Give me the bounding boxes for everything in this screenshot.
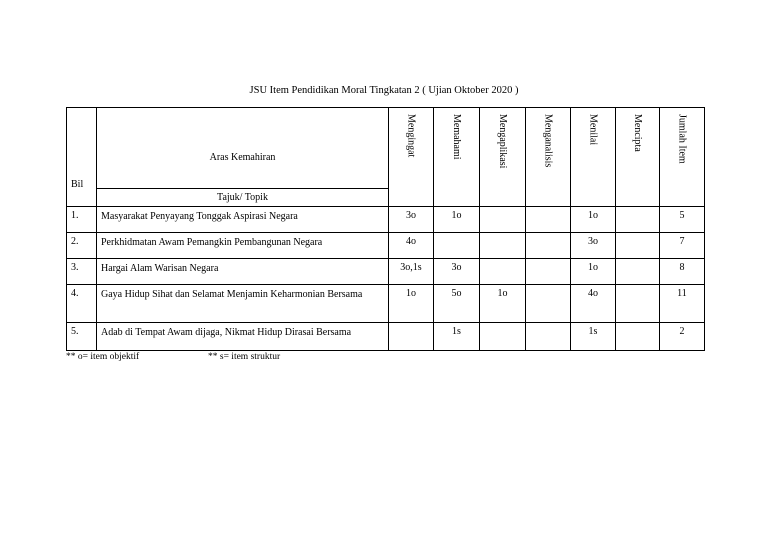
- cell: [616, 285, 660, 323]
- cell: 4o: [571, 285, 616, 323]
- header-level: Menganalisis: [526, 108, 571, 207]
- cell: 3o,1s: [389, 259, 434, 285]
- cell: 3o: [389, 207, 434, 233]
- header-jumlah-item: Jumlah Item: [660, 108, 705, 207]
- row-topic: Perkhidmatan Awam Pemangkin Pembangunan Negara: [97, 233, 389, 259]
- row-total: 11: [660, 285, 705, 323]
- table-row: [67, 207, 705, 233]
- header-level: Mengaplikasi: [480, 108, 526, 207]
- table-row: [67, 323, 705, 351]
- legend-struktur: ** s= item struktur: [208, 352, 281, 362]
- cell: 1o: [480, 285, 526, 323]
- cell: 1o: [571, 207, 616, 233]
- cell: 3o: [571, 233, 616, 259]
- legend-objektif: ** o= item objektif: [66, 352, 140, 362]
- cell: 1s: [434, 323, 480, 351]
- document-title: JSU Item Pendidikan Moral Tingkatan 2 ( Ujian Oktober 2020 ): [249, 85, 519, 96]
- cell: [526, 285, 571, 323]
- cell: [480, 207, 526, 233]
- cell: [480, 233, 526, 259]
- cell: [526, 233, 571, 259]
- row-total: 5: [660, 207, 705, 233]
- row-total: 8: [660, 259, 705, 285]
- row-topic: Masyarakat Penyayang Tonggak Aspirasi Negara: [97, 207, 389, 233]
- cell: [616, 259, 660, 285]
- header-level: Mencipta: [616, 108, 660, 207]
- cell: [526, 259, 571, 285]
- row-topic: Adab di Tempat Awam dijaga, Nikmat Hidup Dirasai Bersama: [97, 323, 389, 351]
- cell: 1o: [389, 285, 434, 323]
- row-topic: Gaya Hidup Sihat dan Selamat Menjamin Keharmonian Bersama: [97, 285, 389, 323]
- cell: [616, 233, 660, 259]
- cell: [480, 323, 526, 351]
- cell: [434, 233, 480, 259]
- row-total: 7: [660, 233, 705, 259]
- cell: 3o: [434, 259, 480, 285]
- cell: 1s: [571, 323, 616, 351]
- table-row: [67, 285, 705, 323]
- row-topic: Hargai Alam Warisan Negara: [97, 259, 389, 285]
- cell: 5o: [434, 285, 480, 323]
- cell: [526, 323, 571, 351]
- header-bil: Bil: [67, 108, 97, 207]
- table-row: [67, 259, 705, 285]
- row-number: 1.: [67, 207, 97, 233]
- row-number: 3.: [67, 259, 97, 285]
- header-tajuk-topik: Tajuk/ Topik: [97, 189, 389, 207]
- row-number: 2.: [67, 233, 97, 259]
- header-level: Memahami: [434, 108, 480, 207]
- header-aras-kemahiran: Aras Kemahiran: [97, 108, 389, 189]
- header-level: Mengingat: [389, 108, 434, 207]
- cell: [616, 323, 660, 351]
- jsu-table: [66, 107, 705, 351]
- table-row: [67, 233, 705, 259]
- row-number: 5.: [67, 323, 97, 351]
- cell: [526, 207, 571, 233]
- row-total: 2: [660, 323, 705, 351]
- cell: 1o: [434, 207, 480, 233]
- cell: 4o: [389, 233, 434, 259]
- header-level: Menilai: [571, 108, 616, 207]
- row-number: 4.: [67, 285, 97, 323]
- cell: [616, 207, 660, 233]
- cell: [480, 259, 526, 285]
- cell: 1o: [571, 259, 616, 285]
- cell: [389, 323, 434, 351]
